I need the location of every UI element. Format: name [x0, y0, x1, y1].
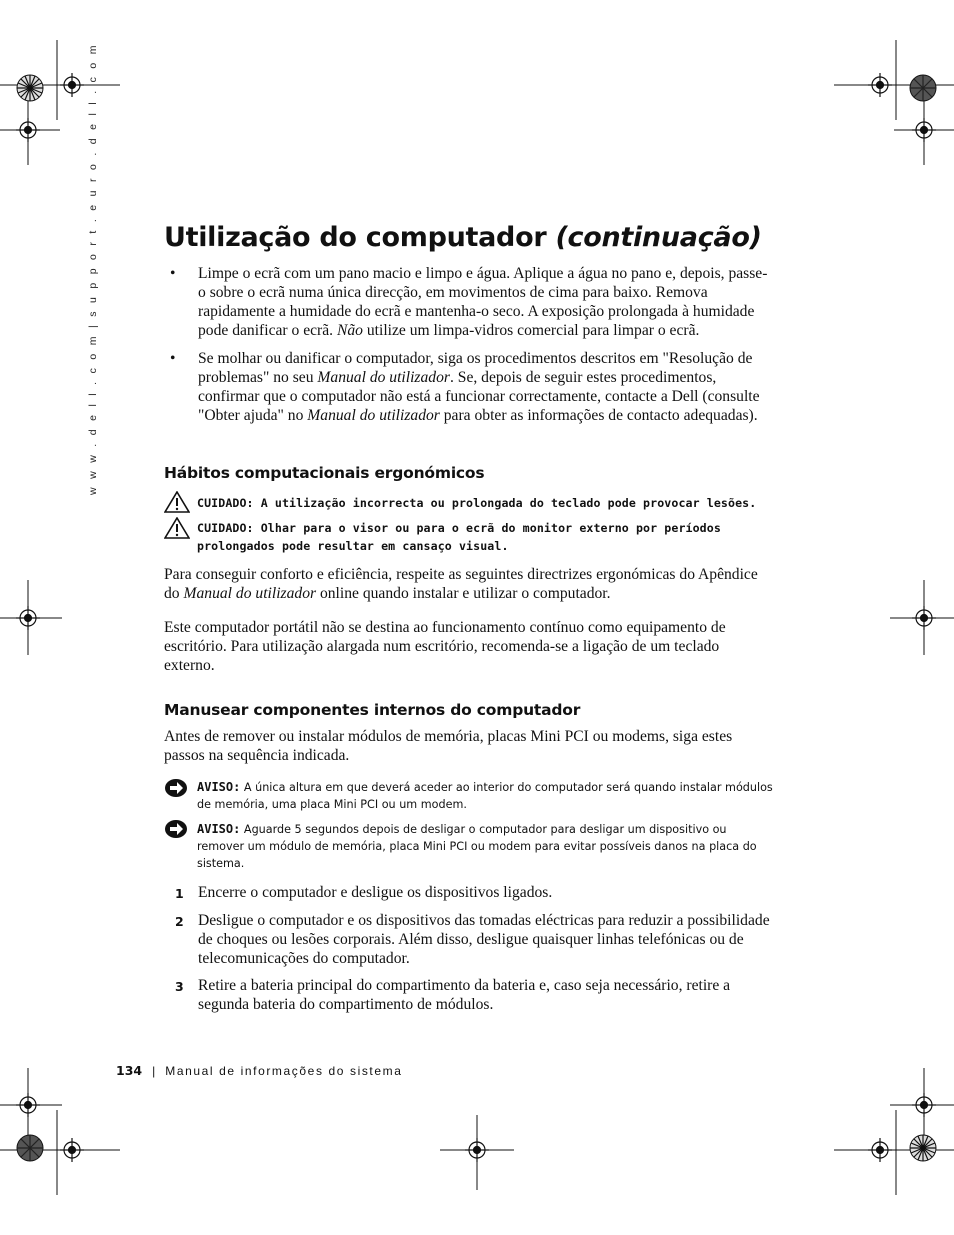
registration-target	[868, 1138, 892, 1162]
bullet-text	[198, 264, 774, 340]
step-text: Desligue o computador e os dispositivos das tomadas eléctricas para reduzir a possibilidade de choques ou lesões corporais. Além disso, desligue quaisquer linhas telefónicas ou de telecomunicações do computador.	[198, 912, 770, 967]
bullet-marker: •	[170, 350, 176, 367]
notice-arrow-icon	[164, 819, 188, 844]
color-patch-mark	[910, 75, 936, 101]
aviso-label: AVISO:	[197, 780, 241, 794]
bullet-marker: •	[170, 265, 176, 282]
section-heading-ergonomics: Hábitos computacionais ergonómicos	[164, 464, 485, 482]
bullet-text	[198, 349, 774, 425]
registration-target	[60, 73, 84, 97]
paragraph-intro: Antes de remover ou instalar módulos de memória, placas Mini PCI ou modems, siga estes passos na sequência indicada.	[164, 728, 733, 764]
step-text: Encerre o computador e desligue os dispositivos ligados.	[198, 884, 553, 901]
aviso-text	[197, 821, 774, 872]
emphasis-text: Manual do utilizador	[307, 407, 440, 424]
emphasis-text: Manual do utilizador	[183, 585, 317, 602]
text-run: A única altura em que deverá aceder ao interior do computador será quando instalar módulos de memória, uma placa Mini PCI ou um modem.	[197, 781, 773, 811]
page-footer	[116, 1062, 403, 1080]
notice-arrow-icon	[164, 778, 188, 803]
text-run: online quando instalar e utilizar o computador.	[316, 585, 611, 602]
registration-target	[16, 118, 40, 142]
caution-text: CUIDADO: Olhar para o visor ou para o ecrã do monitor externo por períodos prolongados pode resultar em cansaço visual.	[197, 521, 721, 553]
warning-triangle-icon	[164, 517, 190, 544]
side-url-text: w w w . d e l l . c o m | s u p p o r t . e u r o . d e l l . c o m	[87, 42, 99, 495]
footer-separator: |	[152, 1064, 156, 1078]
step-text: Retire a bateria principal do compartimento da bateria e, caso seja necessário, retire a segunda bateria do compartimento de módulos.	[198, 977, 731, 1013]
paragraph-office-use: Este computador portátil não se destina ao funcionamento contínuo como equipamento de escritório. Para utilização alargada num escritório, recomenda-se a ligação de um teclado externo.	[164, 619, 726, 674]
text-run: Limpe o ecrã com um pano macio e limpo e água. Aplique a água no pano e, depois, passe-o sobre o ecrã numa única direcção, em movimentos de cima para baixo. Remova rapidamente a humidade do ecrã e mantenha-o seco. A exposição prolongada à humidade pode danificar o ecrã.	[198, 265, 768, 339]
footer-title: Manual de informações do sistema	[165, 1064, 403, 1078]
color-patch-mark	[17, 1135, 43, 1161]
paragraph-ergonomics	[164, 565, 764, 603]
caution-text: CUIDADO: A utilização incorrecta ou prolongada do teclado pode provocar lesões.	[197, 496, 757, 510]
starburst-mark	[17, 75, 43, 101]
text-run: Se molhar ou danificar o computador, siga os procedimentos descritos em "Resolução de problemas" no seu	[198, 350, 753, 386]
registration-target	[912, 118, 936, 142]
emphasis-text: Manual do utilizador	[317, 369, 450, 386]
step-number: 3	[175, 979, 184, 994]
registration-target	[912, 1093, 936, 1117]
title-continuation: (continuação)	[555, 222, 762, 253]
text-run: Aguarde 5 segundos depois de desligar o computador para desligar um dispositivo ou remover um módulo de memória, placa Mini PCI ou modem para evitar possíveis danos na placa do sistema.	[197, 823, 757, 870]
title-main: Utilização do computador	[164, 222, 547, 253]
registration-target	[16, 1093, 40, 1117]
text-run: . Se, depois de seguir estes procedimentos, confirmar que o computador não está a funcionar correctamente, contacte a Dell (consulte "Obter ajuda" no	[198, 369, 760, 424]
step-number: 2	[175, 914, 184, 929]
step-number: 1	[175, 886, 184, 901]
registration-target	[16, 606, 40, 630]
section-heading-internal-components: Manusear componentes internos do computador	[164, 701, 581, 719]
registration-target	[60, 1138, 84, 1162]
registration-target	[465, 1138, 489, 1162]
text-run: Para conseguir conforto e eficiência, respeite as seguintes directrizes ergonómicas do Apêndice do	[164, 566, 758, 602]
page-number: 134	[116, 1063, 143, 1078]
starburst-mark	[910, 1135, 936, 1161]
text-run: utilize um limpa-vidros comercial para limpar o ecrã.	[362, 322, 700, 339]
registration-target	[912, 606, 936, 630]
emphasis-text: Não	[336, 322, 363, 339]
registration-target	[868, 73, 892, 97]
warning-triangle-icon	[164, 491, 190, 518]
aviso-text	[197, 779, 774, 813]
text-run: para obter as informações de contacto adequadas).	[439, 407, 758, 424]
page-title	[164, 222, 762, 253]
aviso-label: AVISO:	[197, 822, 241, 836]
